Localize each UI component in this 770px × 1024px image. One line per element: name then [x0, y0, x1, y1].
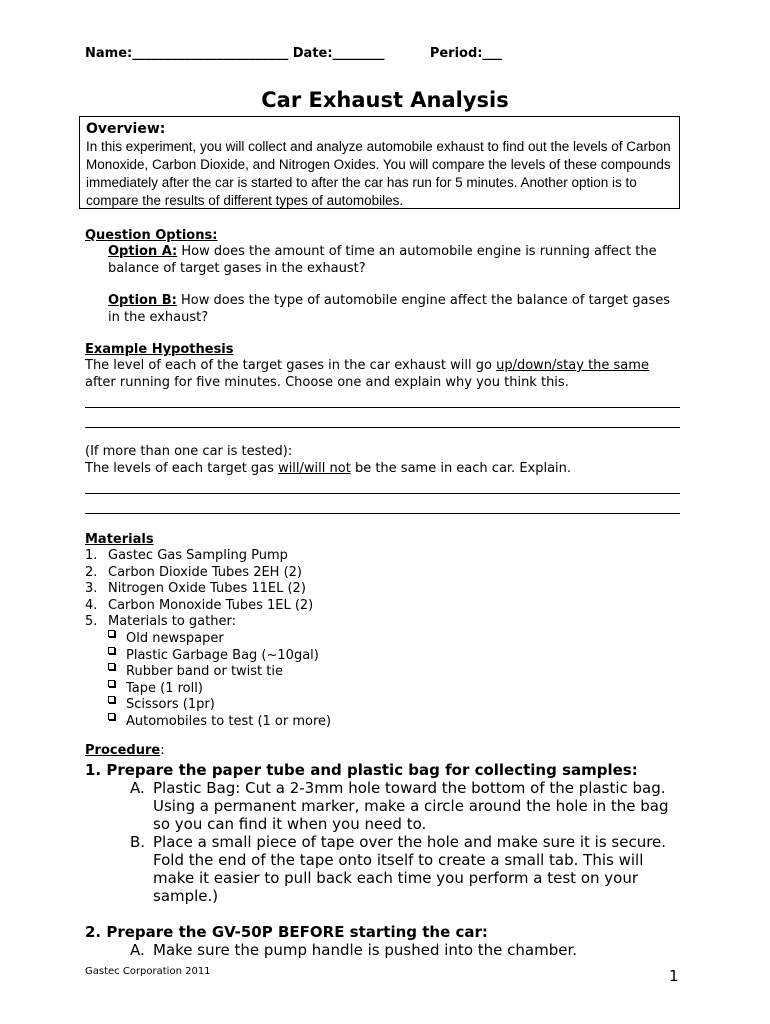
option-a-label: Option A: [108, 244, 178, 259]
answer-line [85, 427, 680, 428]
checkbox-bullet-icon [108, 713, 115, 720]
materials-list [85, 548, 645, 631]
footer-company: Gastec Corporation 2011 [85, 966, 211, 977]
overview-heading: Overview: [86, 121, 166, 137]
procedure-substep: B. Place a small piece of tape over the hole and make sure it is secure. Fold the end of the tape onto itself to create a small tab. This will make it easier to pull back each time you perform a test on your sample.) [130, 833, 667, 905]
list-item: 5. Materials to gather: [85, 614, 236, 629]
list-item: 4. Carbon Monoxide Tubes 1EL (2) [85, 597, 314, 613]
checkbox-bullet-icon [108, 680, 115, 687]
procedure-step-2-title: 2. Prepare the GV-50P BEFORE starting the car: [85, 923, 488, 941]
gather-list [106, 631, 606, 730]
overview-text: In this experiment, you will collect and analyze automobile exhaust to find out the levels of Carbon Monoxide, Carbon Dioxide, and Nitrogen Oxides. You will compare the levels of these compounds immediately after the car is started to after the car has run for 5 minutes. Another option is to compare the results of different types of automobiles. [86, 139, 671, 208]
list-item: 3. Nitrogen Oxide Tubes 11EL (2) [85, 581, 306, 596]
list-item: Old newspaper [106, 631, 606, 648]
hypothesis-heading: Example Hypothesis [85, 342, 234, 357]
multi-car-text: The levels of each target gas will/will not be the same in each car. Explain. [85, 461, 572, 476]
hypothesis-text: The level of each of the target gases in the car exhaust will go up/down/stay the same after running for five minutes. Choose one and explain why you think this. [85, 358, 649, 390]
period-label: Period: [429, 46, 483, 61]
procedure-substep: A. Make sure the pump handle is pushed into the chamber. [130, 941, 578, 959]
period-blank: ___ [482, 46, 502, 61]
name-blank: ________________________ [132, 46, 289, 61]
list-item: Scissors (1pr) [106, 697, 606, 714]
date-blank: ________ [332, 46, 385, 61]
question-options-heading: Question Options: [85, 228, 218, 243]
list-item: Tape (1 roll) [106, 681, 606, 698]
list-item: Automobiles to test (1 or more) [106, 714, 606, 731]
checkbox-bullet-icon [108, 663, 115, 670]
procedure-step-1-title: 1. Prepare the paper tube and plastic bag for collecting samples: [85, 761, 638, 779]
multi-car-note: (If more than one car is tested): [85, 444, 293, 459]
overview-box [79, 116, 680, 209]
option-b-label: Option B: [108, 293, 177, 308]
answer-line [85, 513, 680, 514]
page-number: 1 [669, 967, 679, 985]
list-item: Plastic Garbage Bag (~10gal) [106, 648, 606, 665]
option-a-text: How does the amount of time an automobile engine is running affect the balance of target gases in the exhaust? [108, 244, 657, 276]
materials-heading: Materials [85, 532, 154, 547]
name-label: Name: [85, 46, 133, 61]
option-b [108, 293, 678, 326]
checkbox-bullet-icon [108, 630, 115, 637]
answer-line [85, 493, 680, 494]
list-item: 1. Gastec Gas Sampling Pump [85, 548, 288, 563]
page-title: Car Exhaust Analysis [261, 88, 509, 112]
checkbox-bullet-icon [108, 647, 115, 654]
procedure-heading: Procedure: [85, 743, 165, 758]
checkbox-bullet-icon [108, 696, 115, 703]
list-item: Rubber band or twist tie [106, 664, 606, 681]
option-b-text: How does the type of automobile engine affect the balance of target gases in the exhaust? [108, 293, 671, 325]
procedure-substep: A. Plastic Bag: Cut a 2-3mm hole toward the bottom of the plastic bag. Using a permanent marker, make a circle around the hole in the bag so you can find it when you need to. [130, 779, 669, 833]
option-a [108, 244, 678, 277]
header-fields [85, 46, 502, 61]
answer-line [85, 407, 680, 408]
date-label: Date: [292, 46, 333, 61]
list-item: 2. Carbon Dioxide Tubes 2EH (2) [85, 564, 302, 580]
